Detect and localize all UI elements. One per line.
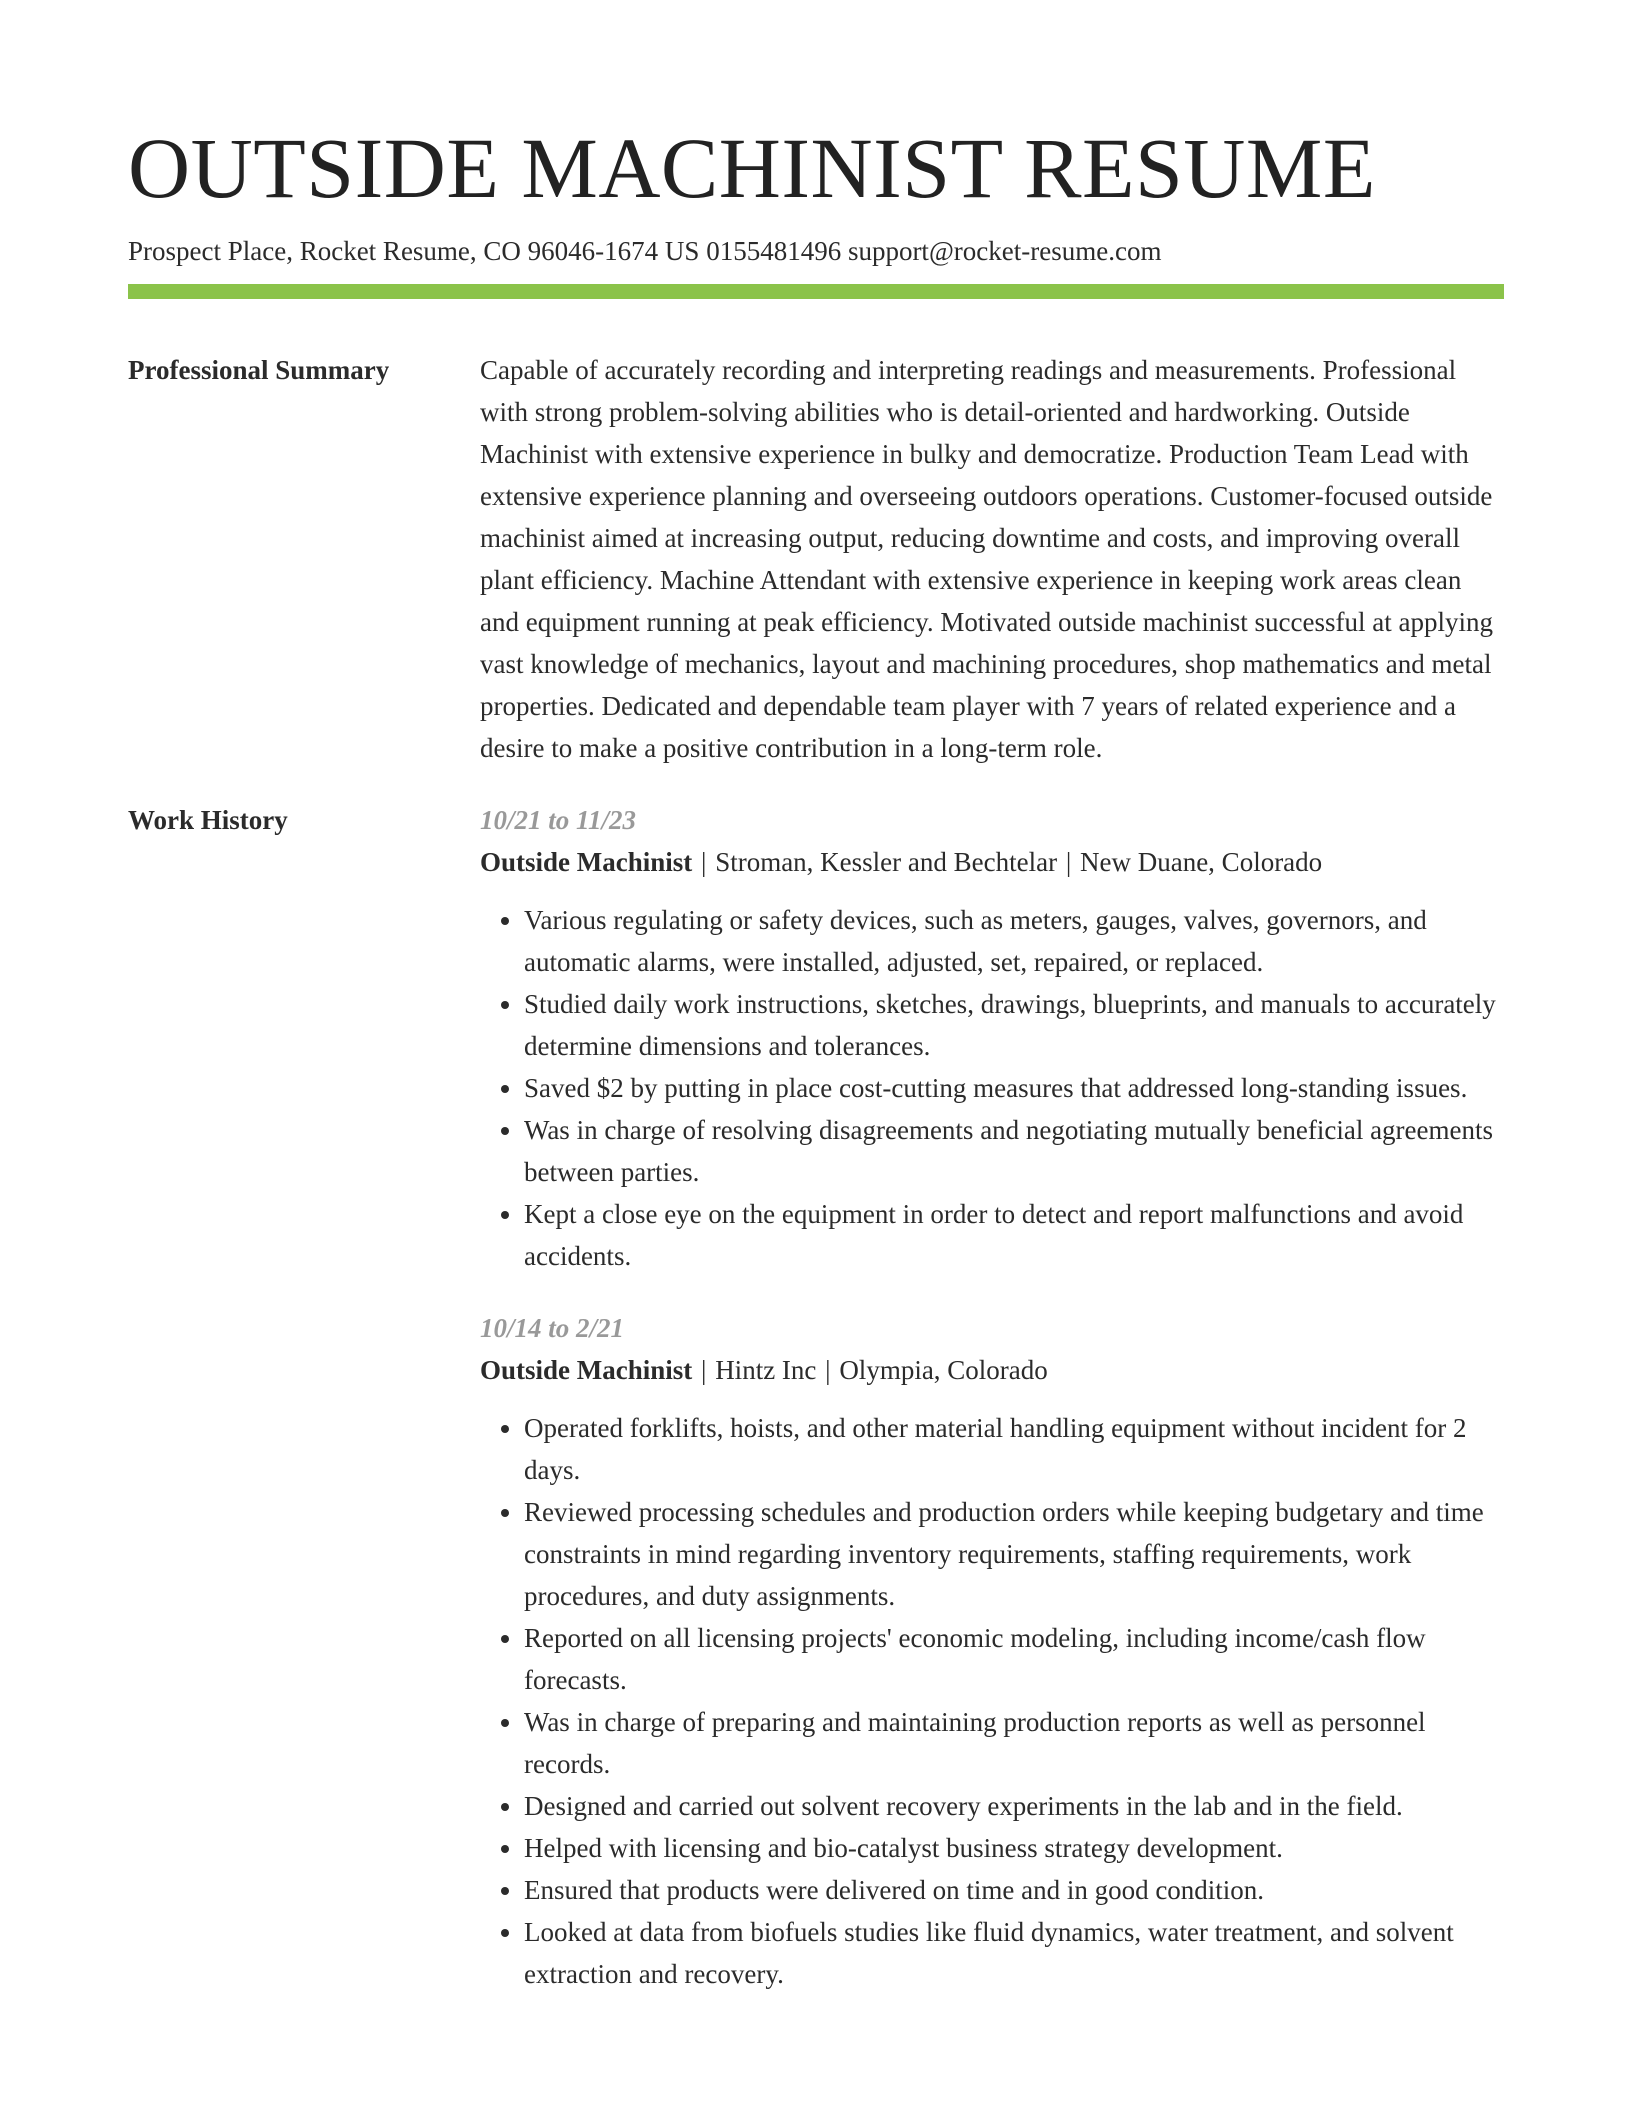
summary-text: Capable of accurately recording and interpreting readings and measurements. Professional with strong problem-solving abilities who is detail-oriented and hardworking. Outside Machinist with extensive experience in bulky and democratize. Production Team Lead with extensive experience planning and overseeing outdoors operations. Customer-focused outside machinist aimed at increasing output, reducing downtime and costs, and improving overall plant efficiency. Machine Attendant with extensive experience in keeping work areas clean and equipment running at peak efficiency. Motivated outside machinist successful at applying vast knowledge of mechanics, layout and machining procedures, shop mathematics and metal properties. Dedicated and dependable team player with 7 years of related experience and a desire to make a positive contribution in a long-term role. — [480, 355, 1493, 763]
job-bullet: • Saved $2 by putting in place cost-cutting measures that addressed long-standing issues. — [524, 1067, 1504, 1109]
resume-title: OUTSIDE MACHINIST RESUME — [128, 120, 1376, 216]
job-bullet: • Was in charge of preparing and maintaining production reports as well as personnel records. — [524, 1701, 1504, 1785]
job-bullet: • Ensured that products were delivered on time and in good condition. — [524, 1869, 1504, 1911]
job-bullets — [480, 899, 1504, 1277]
job-bullet: • Helped with licensing and bio-catalyst business strategy development. — [524, 1827, 1504, 1869]
job-title: Outside Machinist — [480, 1355, 693, 1385]
job-bullet: • Reported on all licensing projects' economic modeling, including income/cash flow forecasts. — [524, 1617, 1504, 1701]
job-bullet: • Looked at data from biofuels studies like fluid dynamics, water treatment, and solvent extraction and recovery. — [524, 1911, 1504, 1995]
job-dates: 10/14 to 2/21 — [480, 1313, 625, 1343]
job-location: New Duane, Colorado — [1079, 847, 1323, 877]
separator: | — [701, 847, 707, 877]
job-title: Outside Machinist — [480, 847, 693, 877]
contact-email[interactable]: support@rocket-resume.com — [847, 236, 1162, 266]
summary-section — [128, 349, 1504, 769]
contact-line — [128, 234, 1504, 268]
job-heading — [480, 841, 1504, 883]
job-bullet: • Studied daily work instructions, sketches, drawings, blueprints, and manuals to accurately determine dimensions and tolerances. — [524, 983, 1504, 1067]
summary-heading: Professional Summary — [128, 355, 390, 385]
job-entry — [480, 1307, 1504, 1995]
work-history-section — [128, 799, 1504, 1995]
separator: | — [701, 1355, 707, 1385]
job-bullets — [480, 1407, 1504, 1995]
job-entry — [480, 799, 1504, 1277]
resume-page — [128, 118, 1504, 1995]
job-bullet: • Was in charge of resolving disagreements and negotiating mutually beneficial agreements between parties. — [524, 1109, 1504, 1193]
summary-body — [480, 349, 1504, 769]
job-location: Olympia, Colorado — [839, 1355, 1048, 1385]
job-bullet: • Various regulating or safety devices, such as meters, gauges, valves, governors, and automatic alarms, were installed, adjusted, set, repaired, or replaced. — [524, 899, 1504, 983]
work-history-heading: Work History — [128, 805, 288, 835]
contact-phone: 0155481496 — [706, 236, 842, 266]
job-bullet: • Kept a close eye on the equipment in order to detect and report malfunctions and avoid accidents. — [524, 1193, 1504, 1277]
job-bullet: • Operated forklifts, hoists, and other material handling equipment without incident for 2 days. — [524, 1407, 1504, 1491]
accent-divider — [128, 284, 1504, 299]
job-company: Hintz Inc — [715, 1355, 817, 1385]
separator: | — [825, 1355, 831, 1385]
job-bullet: • Designed and carried out solvent recovery experiments in the lab and in the field. — [524, 1785, 1504, 1827]
separator: | — [1065, 847, 1072, 877]
job-dates: 10/21 to 11/23 — [480, 805, 637, 835]
contact-address: Prospect Place, Rocket Resume, CO 96046-1674 US — [128, 236, 700, 266]
job-bullet: • Reviewed processing schedules and production orders while keeping budgetary and time constraints in mind regarding inventory requirements, staffing requirements, work procedures, and duty assignments. — [524, 1491, 1504, 1617]
job-heading — [480, 1349, 1504, 1391]
work-history-body — [480, 799, 1504, 1995]
job-company: Stroman, Kessler and Bechtelar — [715, 847, 1058, 877]
